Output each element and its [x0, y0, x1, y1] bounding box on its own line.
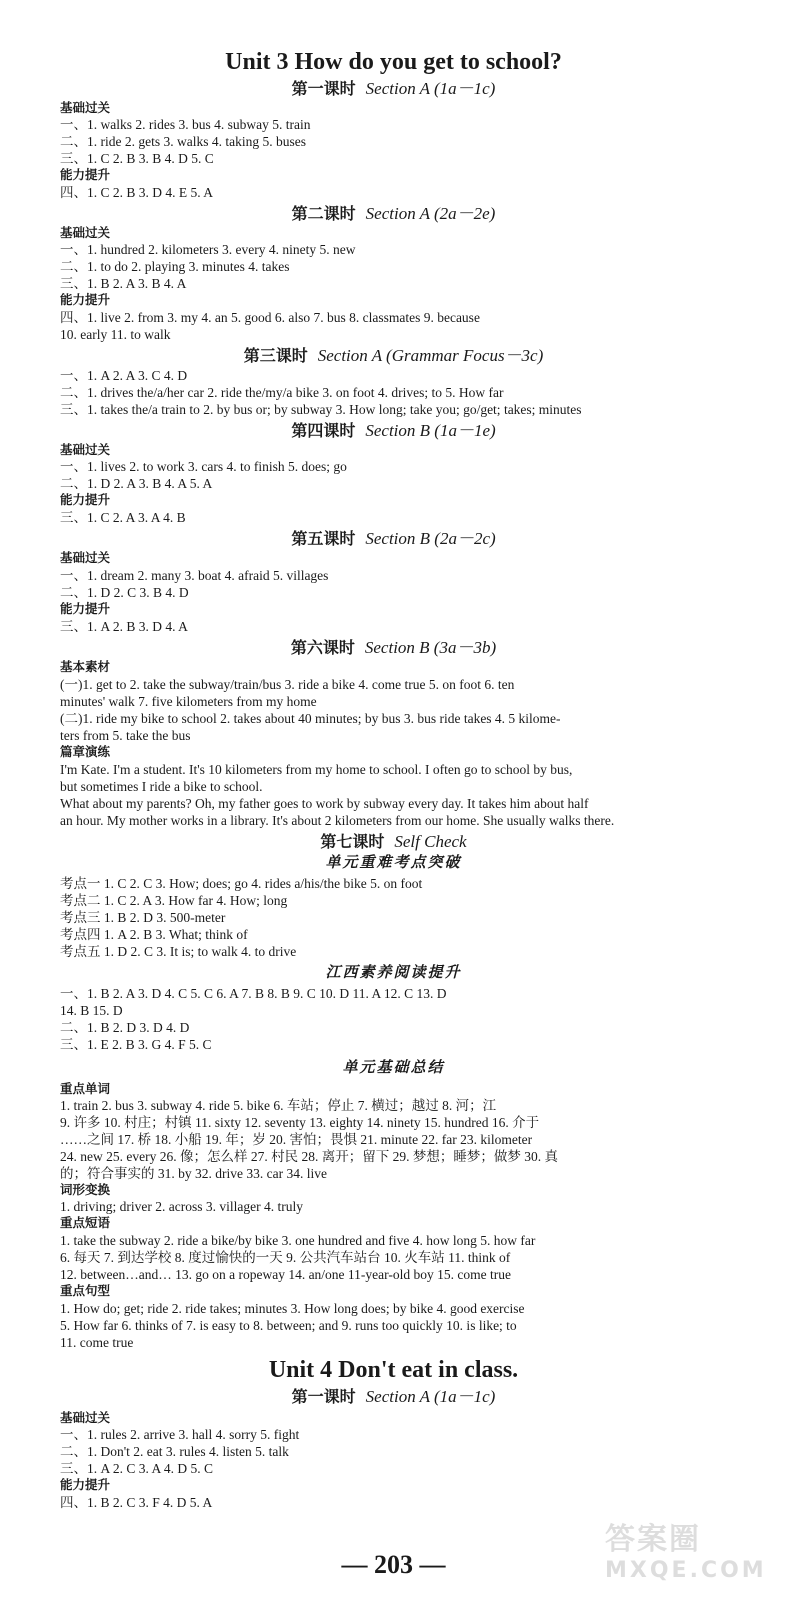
subsection-title: 江西素养阅读提升: [325, 963, 462, 981]
lesson-section: Section B (1a－1e): [365, 421, 496, 440]
answer-line: 二、1. Don't 2. eat 3. rules 4. listen 5. talk: [60, 1444, 289, 1459]
answer-line: 三、1. takes the/a train to 2. by bus or; by subway 3. How long; take you; go/get; takes; minutes: [60, 402, 582, 417]
answer-line: 考点四 1. A 2. B 3. What; think of: [60, 927, 248, 942]
section-label-words: 重点单词: [60, 1081, 111, 1096]
section-label-advance: 能力提升: [60, 601, 111, 616]
lesson-number: 第一课时: [291, 79, 356, 98]
answer-line: 四、1. live 2. from 3. my 4. an 5. good 6. also 7. bus 8. classmates 9. because: [60, 310, 480, 325]
answer-line: 三、1. C 2. A 3. A 4. B: [60, 510, 186, 525]
answer-line: 一、1. hundred 2. kilometers 3. every 4. ninety 5. new: [60, 242, 356, 257]
unit3-title: Unit 3 How do you get to school?: [225, 49, 562, 75]
lesson-number: 第六课时: [290, 638, 355, 657]
answer-line: 10. early 11. to walk: [60, 327, 171, 342]
answer-line: 二、1. ride 2. gets 3. walks 4. taking 5. buses: [60, 134, 306, 149]
section-label-advance: 能力提升: [60, 292, 111, 307]
answer-line: 考点一 1. C 2. C 3. How; does; go 4. rides a/his/the bike 5. on foot: [60, 876, 423, 891]
lesson-section: Section A (1a－1c): [365, 1387, 496, 1406]
lesson-number: 第一课时: [291, 1387, 356, 1406]
lesson-section: Section A (1a－1c): [365, 79, 496, 98]
lesson-number: 第四课时: [291, 421, 356, 440]
lesson-number: 第七课时: [320, 832, 385, 851]
answer-line: 三、1. C 2. B 3. B 4. D 5. C: [60, 151, 214, 166]
section-label-basic: 基础过关: [60, 100, 111, 115]
answer-line: 三、1. A 2. C 3. A 4. D 5. C: [60, 1461, 214, 1476]
answer-line: 二、1. D 2. A 3. B 4. A 5. A: [60, 476, 213, 491]
answer-line: 四、1. C 2. B 3. D 4. E 5. A: [60, 185, 214, 200]
answer-line: 考点二 1. C 2. A 3. How far 4. How; long: [60, 893, 288, 908]
watermark-text: 答案圈: [605, 1522, 701, 1557]
lesson-number: 第五课时: [291, 529, 356, 548]
lesson-section: Section A (2a－2e): [365, 204, 496, 223]
answer-line: 11. come true: [60, 1335, 134, 1350]
lesson-section: Section A (Grammar Focus－3c): [317, 346, 544, 365]
section-label-basic: 基础过关: [60, 550, 111, 565]
section-label-basic: 基础过关: [60, 442, 111, 457]
watermark-logo: [605, 1522, 775, 1594]
answer-line: 1. driving; driver 2. across 3. villager 4. truly: [60, 1199, 303, 1214]
lesson-heading: [0, 78, 787, 99]
section-label-advance: 能力提升: [60, 492, 111, 507]
answer-line: minutes' walk 7. five kilometers from my home: [60, 694, 317, 709]
answer-line: 的；符合事实的 31. by 32. drive 33. car 34. live: [60, 1166, 327, 1181]
essay-line: What about my parents? Oh, my father goes to work by subway every day. It takes him about half: [60, 796, 589, 811]
answer-line: 一、1. B 2. A 3. D 4. C 5. C 6. A 7. B 8. B 9. C 10. D 11. A 12. C 13. D: [60, 986, 447, 1001]
answer-line: 二、1. B 2. D 3. D 4. D: [60, 1020, 190, 1035]
answer-line: 9. 许多 10. 村庄；村镇 11. sixty 12. seventy 13. eighty 14. ninety 15. hundred 16. 介于: [60, 1115, 540, 1130]
lesson-heading: [0, 1386, 787, 1407]
answer-line: (二)1. ride my bike to school 2. takes about 40 minutes; by bus 3. bus ride takes 4. 5 kilome-: [60, 711, 561, 726]
lesson-number: 第二课时: [291, 204, 356, 223]
lesson-section: Self Check: [394, 832, 467, 851]
page-number: — 203 —: [341, 1550, 446, 1579]
answer-line: 三、1. A 2. B 3. D 4. A: [60, 619, 188, 634]
watermark-url: MXQE.COM: [605, 1558, 767, 1583]
answer-line: 1. How do; get; ride 2. ride takes; minutes 3. How long does; by bike 4. good exercise: [60, 1301, 525, 1316]
unit4-title: Unit 4 Don't eat in class.: [268, 1357, 519, 1383]
section-label-basic: 基础过关: [60, 1410, 111, 1425]
lesson-heading: [0, 203, 787, 224]
lesson-heading: [0, 831, 787, 852]
section-label-forms: 词形变换: [60, 1182, 111, 1197]
section-label-advance: 能力提升: [60, 1477, 111, 1492]
essay-line: I'm Kate. I'm a student. It's 10 kilometers from my home to school. I often go to school by bus,: [60, 762, 573, 777]
answer-line: 三、1. E 2. B 3. G 4. F 5. C: [60, 1037, 212, 1052]
answer-line: (一)1. get to 2. take the subway/train/bus 3. ride a bike 4. come true 5. on foot 6. ten: [60, 677, 515, 692]
section-label-phrases: 重点短语: [60, 1215, 111, 1230]
answer-line: 一、1. lives 2. to work 3. cars 4. to finish 5. does; go: [60, 459, 347, 474]
lesson-heading: [0, 637, 787, 658]
subsection-title: 单元基础总结: [342, 1058, 445, 1076]
lesson-heading: [0, 420, 787, 441]
answer-line: 四、1. B 2. C 3. F 4. D 5. A: [60, 1495, 213, 1510]
answer-line: 二、1. drives the/a/her car 2. ride the/my/a bike 3. on foot 4. drives; to 5. How far: [60, 385, 504, 400]
answer-line: ters from 5. take the bus: [60, 728, 191, 743]
answer-line: 三、1. B 2. A 3. B 4. A: [60, 276, 187, 291]
answer-line: 一、1. A 2. A 3. C 4. D: [60, 368, 188, 383]
lesson-number: 第三课时: [243, 346, 308, 365]
answer-line: ……之间 17. 桥 18. 小船 19. 年；岁 20. 害怕；畏惧 21. minute 22. far 23. kilometer: [60, 1132, 533, 1147]
section-label-basic: 基础过关: [60, 225, 111, 240]
answer-line: 24. new 25. every 26. 像；怎么样 27. 村民 28. 离开；留下 29. 梦想；睡梦；做梦 30. 真: [60, 1149, 558, 1164]
answer-line: 一、1. dream 2. many 3. boat 4. afraid 5. villages: [60, 568, 329, 583]
answer-line: 一、1. walks 2. rides 3. bus 4. subway 5. train: [60, 117, 311, 132]
answer-line: 二、1. to do 2. playing 3. minutes 4. takes: [60, 259, 290, 274]
answer-line: 12. between…and… 13. go on a ropeway 14. an/one 11-year-old boy 15. come true: [60, 1267, 511, 1282]
lesson-heading: [0, 528, 787, 549]
answer-line: 14. B 15. D: [60, 1003, 123, 1018]
answer-line: 考点五 1. D 2. C 3. It is; to walk 4. to drive: [60, 944, 297, 959]
section-label-sentences: 重点句型: [60, 1283, 111, 1298]
answer-line: 5. How far 6. thinks of 7. is easy to 8. between; and 9. runs too quickly 10. is like; to: [60, 1318, 517, 1333]
answer-line: 一、1. rules 2. arrive 3. hall 4. sorry 5. fight: [60, 1427, 300, 1442]
answer-line: 1. train 2. bus 3. subway 4. ride 5. bike 6. 车站；停止 7. 横过；越过 8. 河；江: [60, 1098, 497, 1113]
section-label-material: 基本素材: [60, 659, 111, 674]
subsection-title: 单元重难考点突破: [325, 853, 462, 871]
answer-line: 6. 每天 7. 到达学校 8. 度过愉快的一天 9. 公共汽车站台 10. 火车站 11. think of: [60, 1250, 511, 1265]
lesson-section: Section B (2a－2c): [365, 529, 496, 548]
section-label-essay: 篇章演练: [60, 744, 111, 759]
section-label-advance: 能力提升: [60, 167, 111, 182]
essay-line: but sometimes I ride a bike to school.: [60, 779, 263, 794]
essay-line: an hour. My mother works in a library. It's about 2 kilometers from our home. She usually walks there.: [60, 813, 615, 828]
lesson-heading: [0, 345, 787, 366]
answer-line: 二、1. D 2. C 3. B 4. D: [60, 585, 189, 600]
answer-line: 1. take the subway 2. ride a bike/by bike 3. one hundred and five 4. how long 5. how far: [60, 1233, 536, 1248]
answer-line: 考点三 1. B 2. D 3. 500-meter: [60, 910, 226, 925]
lesson-section: Section B (3a－3b): [364, 638, 497, 657]
